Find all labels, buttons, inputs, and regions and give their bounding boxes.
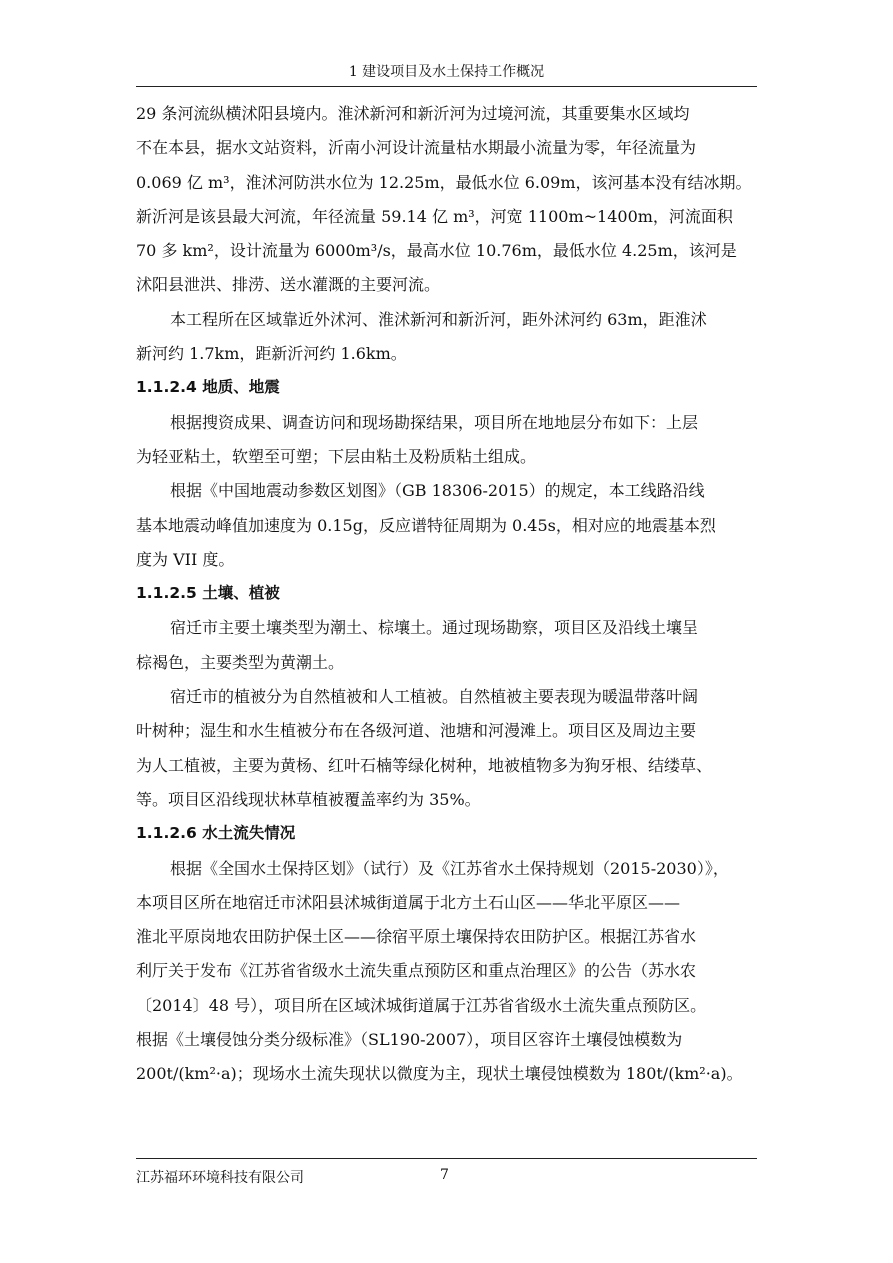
text-line: 基本地震动峰值加速度为 0.15g，反应谱特征周期为 0.45s，相对应的地震基本烈	[136, 515, 716, 535]
footer-rule	[136, 1158, 757, 1159]
section-heading: 1.1.2.6 水土流失情况	[136, 824, 296, 843]
text-line: 叶树种；湿生和水生植被分布在各级河道、池塘和河漫滩上。项目区及周边主要	[136, 721, 697, 741]
text-line: 本工程所在区域靠近外沭河、淮沭新河和新沂河，距外沭河约 63m，距淮沭	[170, 309, 707, 329]
text-line: 根据《全国水土保持区划》（试行）及《江苏省水土保持规划（2015-2030）》，	[170, 858, 729, 878]
text-line: 根据《土壤侵蚀分类分级标准》（SL190-2007），项目区容许土壤侵蚀模数为	[136, 1030, 683, 1050]
text-line: 为轻亚粘土，软塑至可塑；下层由粘土及粉质粘土组成。	[136, 446, 537, 466]
text-line: 200t/(km²·a)；现场水土流失现状以微度为主，现状土壤侵蚀模数为 180t/(km²·a)。	[136, 1064, 743, 1084]
text-line: 度为 VII 度。	[136, 549, 235, 569]
section-heading: 1.1.2.4 地质、地震	[136, 378, 280, 397]
text-line: 29 条河流纵横沭阳县境内。淮沭新河和新沂河为过境河流，其重要集水区域均	[136, 104, 690, 123]
text-line: 沭阳县泄洪、排涝、送水灌溉的主要河流。	[136, 275, 441, 295]
text-line: 新河约 1.7km，距新沂河约 1.6km。	[136, 344, 407, 364]
header-rule	[136, 86, 757, 87]
text-line: 〔2014〕48 号），项目所在区域沭城街道属于江苏省省级水土流失重点预防区。	[136, 995, 707, 1015]
footer-company: 江苏福环环境科技有限公司	[136, 1170, 304, 1186]
text-line: 本项目区所在地宿迁市沭阳县沭城街道属于北方土石山区——华北平原区——	[136, 892, 681, 912]
text-line: 根据搜资成果、调查访问和现场勘探结果，项目所在地地层分布如下：上层	[170, 412, 699, 432]
text-line: 宿迁市的植被分为自然植被和人工植被。自然植被主要表现为暖温带落叶阔	[170, 687, 699, 707]
text-line: 新沂河是该县最大河流，年径流量 59.14 亿 m³，河宽 1100m~1400m，河流面积	[136, 206, 733, 226]
text-line: 0.069 亿 m³，淮沭河防洪水位为 12.25m，最低水位 6.09m，该河基本没有结冰期。	[136, 172, 752, 192]
text-line: 70 多 km²，设计流量为 6000m³/s，最高水位 10.76m，最低水位 4.25m，该河是	[136, 241, 737, 261]
running-header: 1 建设项目及水土保持工作概况	[348, 64, 545, 80]
text-line: 等。项目区沿线现状林草植被覆盖率约为 35%。	[136, 789, 481, 809]
text-line: 利厅关于发布《江苏省省级水土流失重点预防区和重点治理区》的公告（苏水农	[136, 961, 697, 981]
text-line: 不在本县，据水文站资料，沂南小河设计流量枯水期最小流量为零，年径流量为	[136, 138, 697, 158]
text-line: 棕褐色，主要类型为黄潮土。	[136, 652, 345, 672]
document-body	[136, 101, 757, 1096]
text-line: 为人工植被，主要为黄杨、红叶石楠等绿化树种，地被植物多为狗牙根、结缕草、	[136, 755, 713, 775]
text-line: 根据《中国地震动参数区划图》（GB 18306-2015）的规定，本工线路沿线	[170, 481, 705, 501]
text-line: 宿迁市主要土壤类型为潮土、棕壤土。通过现场勘察，项目区及沿线土壤呈	[170, 618, 699, 638]
page-number: 7	[440, 1167, 449, 1183]
text-line: 淮北平原岗地农田防护保土区——徐宿平原土壤保持农田防护区。根据江苏省水	[136, 927, 697, 947]
section-heading: 1.1.2.5 土壤、植被	[136, 584, 280, 603]
